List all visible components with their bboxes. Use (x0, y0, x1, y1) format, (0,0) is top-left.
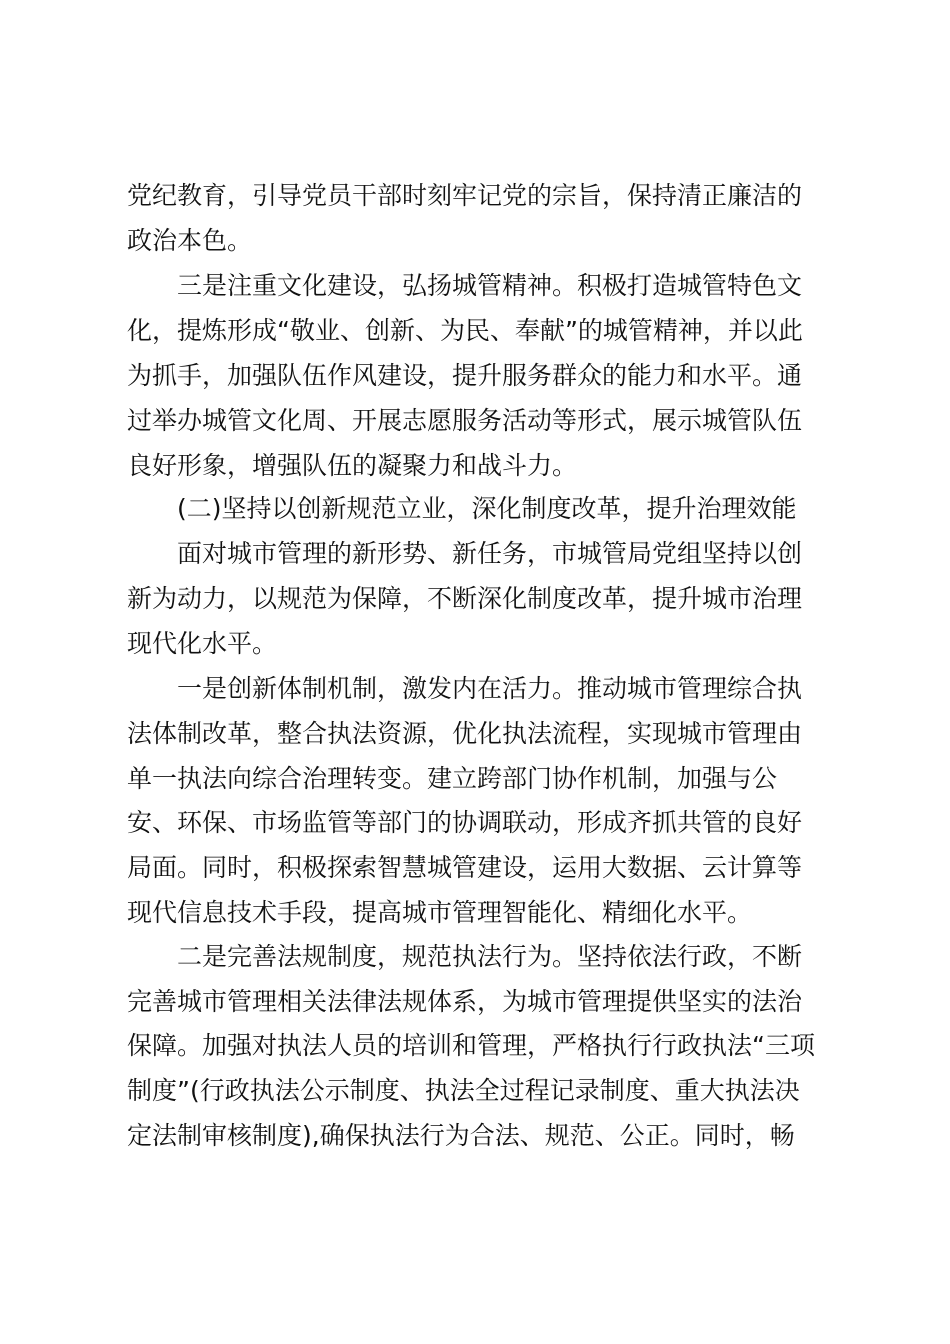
text-line: 制度”(行政执法公示制度、执法全过程记录制度、重大执法决 (127, 1076, 800, 1105)
text-line: 局面。同时，积极探索智慧城管建设，运用大数据、云计算等 (127, 853, 803, 882)
paragraph-first-line: 三是注重文化建设，弘扬城管精神。积极打造城管特色文 (177, 271, 803, 300)
text-line: 过举办城管文化周、开展志愿服务活动等形式，展示城管队伍 (127, 406, 803, 435)
text-line: 化，提炼形成“敬业、创新、为民、奉献”的城管精神，并以此 (127, 316, 803, 345)
text-line: 单一执法向综合治理转变。建立跨部门协作机制，加强与公 (127, 764, 778, 793)
text-line: 保障。加强对执法人员的培训和管理，严格执行行政执法“三项 (127, 1031, 815, 1060)
text-line: 现代化水平。 (127, 629, 278, 658)
text-line: 安、环保、市场监管等部门的协调联动，形成齐抓共管的良好 (127, 808, 803, 837)
text-line: 定法制审核制度),确保执法行为合法、规范、公正。同时，畅 (127, 1121, 795, 1150)
paragraph-first-line: 一是创新体制机制，激发内在活力。推动城市管理综合执 (177, 674, 803, 703)
text-line: 良好形象，增强队伍的凝聚力和战斗力。 (127, 451, 578, 480)
paragraph-first-line: 二是完善法规制度，规范执法行为。坚持依法行政，不断 (177, 942, 803, 971)
text-line: 完善城市管理相关法律法规体系，为城市管理提供坚实的法治 (127, 987, 803, 1016)
paragraph-first-line: 面对城市管理的新形势、新任务，市城管局党组坚持以创 (177, 539, 803, 568)
text-line: 现代信息技术手段，提高城市管理智能化、精细化水平。 (127, 898, 753, 927)
text-line: 为抓手，加强队伍作风建设，提升服务群众的能力和水平。通 (127, 361, 803, 390)
text-line: 法体制改革，整合执法资源，优化执法流程，实现城市管理由 (127, 719, 803, 748)
section-heading: (二)坚持以创新规范立业，深化制度改革，提升治理效能 (177, 494, 797, 523)
text-line: 党纪教育，引导党员干部时刻牢记党的宗旨，保持清正廉洁的 (127, 181, 803, 210)
text-line: 政治本色。 (127, 226, 253, 255)
text-line: 新为动力，以规范为保障，不断深化制度改革，提升城市治理 (127, 584, 803, 613)
